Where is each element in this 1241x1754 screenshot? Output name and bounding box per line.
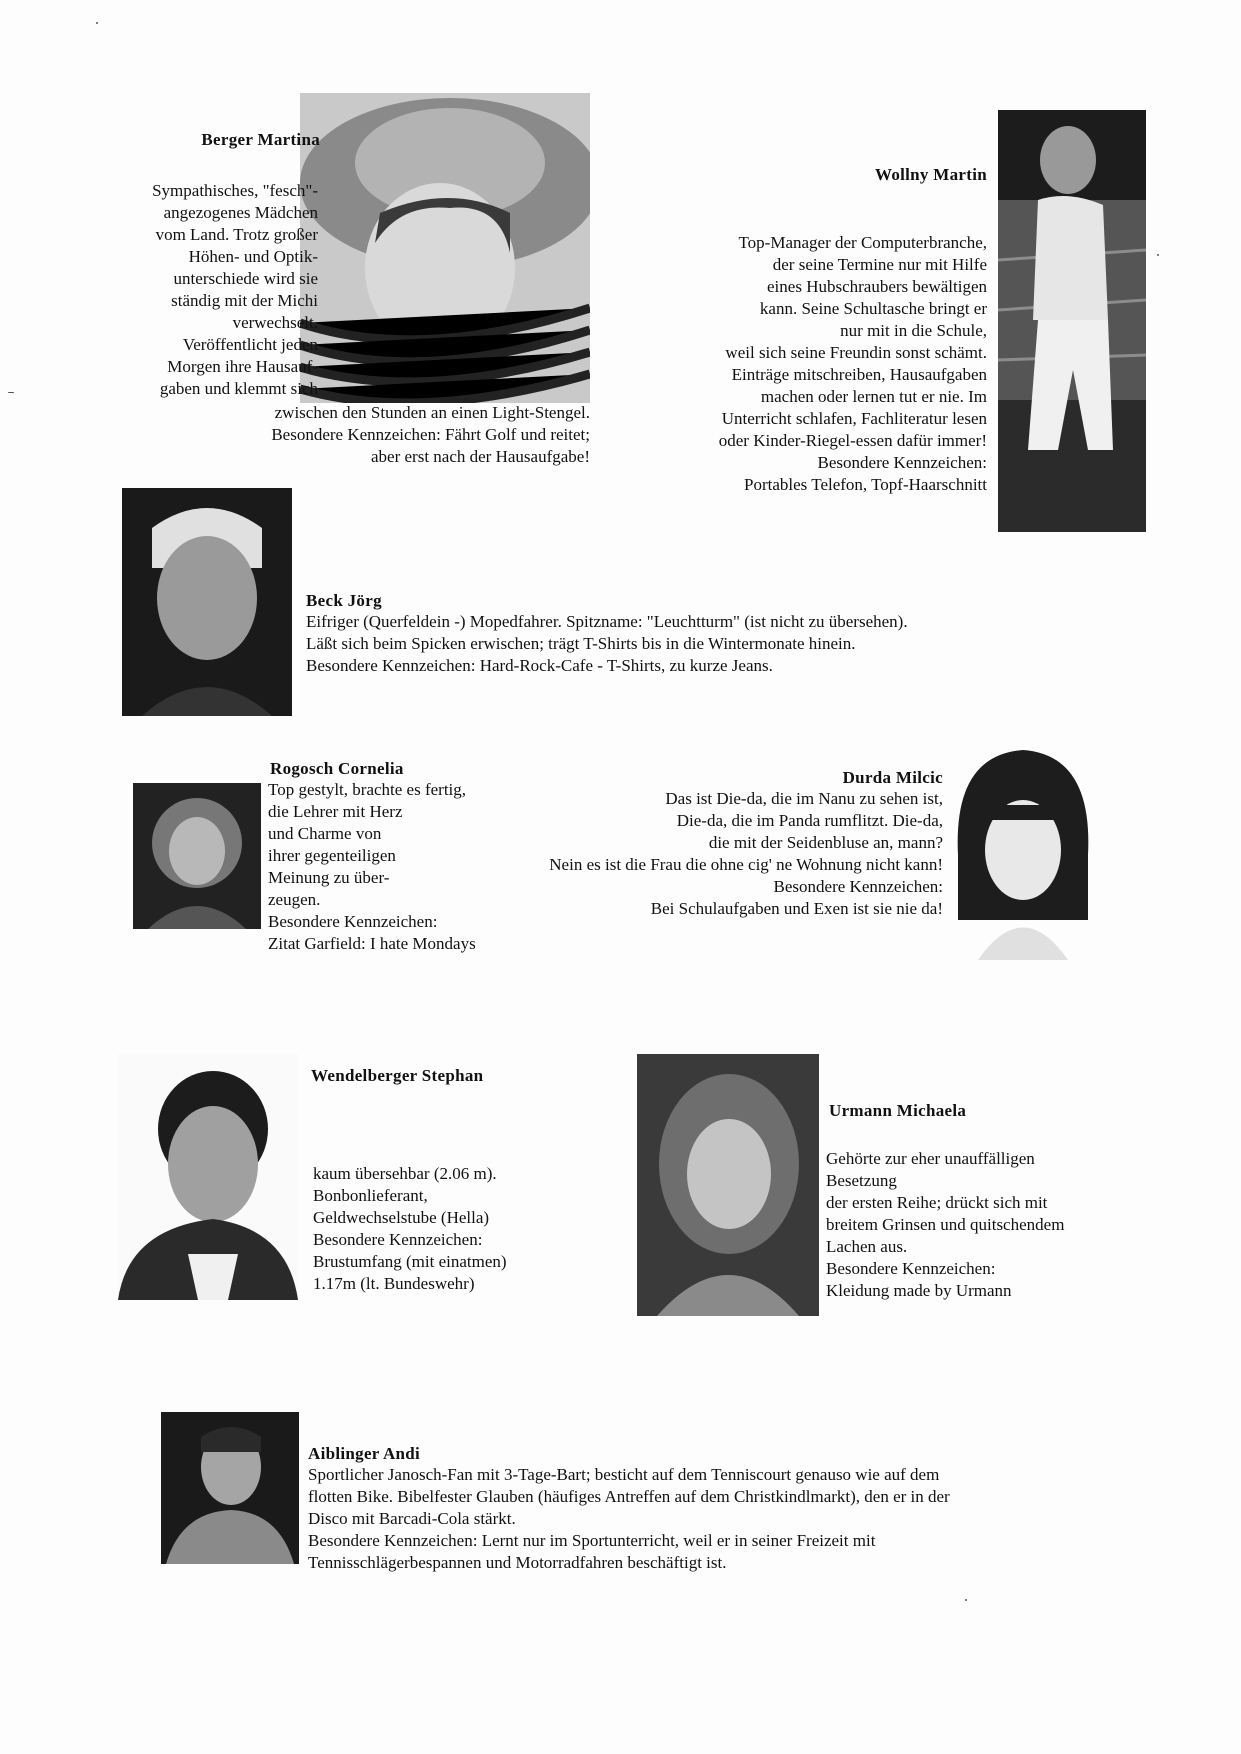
scan-speck (96, 22, 98, 24)
text-line: Besondere Kennzeichen: (817, 453, 987, 472)
profile-text-wollny (600, 232, 987, 496)
profile-text-berger-upper (100, 180, 318, 400)
profile-name: Beck Jörg (306, 591, 382, 610)
text-line: Läßt sich beim Spicken erwischen; trägt T-Shirts bis in die Wintermonate hinein. (306, 634, 856, 653)
text-line: Portables Telefon, Topf-Haarschnitt (744, 475, 987, 494)
text-line: angezogenes Mädchen (163, 203, 318, 222)
profile-name: Berger Martina (201, 130, 320, 149)
text-line: Besondere Kennzeichen: Lernt nur im Sportunterricht, weil er in seiner Freizeit mit (308, 1531, 876, 1550)
text-line: eines Hubschraubers bewältigen (767, 277, 987, 296)
text-line: Disco mit Barcadi-Cola stärkt. (308, 1509, 516, 1528)
text-line: Die-da, die im Panda rumflitzt. Die-da, (676, 811, 943, 830)
text-line: Unterricht schlafen, Fachliteratur lesen (721, 409, 987, 428)
text-line: Lachen aus. (826, 1237, 908, 1256)
scan-speck (965, 1599, 967, 1601)
text-line: Bei Schulaufgaben und Exen ist sie nie da! (650, 899, 943, 918)
text-line: Kleidung made by Urmann (826, 1281, 1012, 1300)
text-line: Tennisschlägerbespannen und Motorradfahren beschäftigt ist. (308, 1553, 727, 1572)
text-line: Besondere Kennzeichen: (773, 877, 943, 896)
text-line: nur mit in die Schule, (840, 321, 987, 340)
profile-text-urmann (826, 1148, 1126, 1302)
profile-beck-joerg (306, 591, 1066, 677)
profile-name: Aiblinger Andi (308, 1444, 421, 1463)
text-line: Brustumfang (mit einatmen) (313, 1252, 507, 1271)
profile-durda-milcic (440, 768, 943, 920)
text-line: die Lehrer mit Herz (268, 802, 403, 821)
text-line: Sportlicher Janosch-Fan mit 3-Tage-Bart; besticht auf dem Tenniscourt genauso wie auf dem (308, 1465, 940, 1484)
profile-wendelberger-stephan (311, 1066, 611, 1086)
profile-urmann-michaela (829, 1101, 1129, 1121)
photo-wendelberger-stephan (118, 1054, 298, 1300)
profile-name: Wollny Martin (874, 165, 987, 184)
photo-berger-martina (300, 93, 590, 403)
profile-aiblinger-andi (308, 1444, 1108, 1574)
photo-rogosch-cornelia (133, 783, 261, 929)
text-line: verwechselt. (232, 313, 318, 332)
text-line: Top-Manager der Computerbranche, (738, 233, 987, 252)
text-line: der ersten Reihe; drückt sich mit (826, 1193, 1048, 1212)
text-line: machen oder lernen tut er nie. Im (760, 387, 987, 406)
text-line: Meinung zu über- (268, 868, 390, 887)
text-line: flotten Bike. Bibelfester Glauben (häufiges Antreffen auf dem Christkindlmarkt), den er in der (308, 1487, 950, 1506)
scan-speck (1157, 254, 1159, 256)
text-line: zwischen den Stunden an einen Light-Stengel. (274, 403, 590, 422)
text-line: Besondere Kennzeichen: Hard-Rock-Cafe - T-Shirts, zu kurze Jeans. (306, 656, 773, 675)
text-line: oder Kinder-Riegel-essen dafür immer! (718, 431, 987, 450)
text-line: Geldwechselstube (Hella) (313, 1208, 490, 1227)
text-line: Zitat Garfield: I hate Mondays (268, 934, 476, 953)
text-line: kaum übersehbar (2.06 m). (313, 1164, 497, 1183)
text-line: unterschiede wird sie (173, 269, 318, 288)
text-line: kann. Seine Schultasche bringt er (759, 299, 987, 318)
text-line: gaben und klemmt sich (159, 379, 318, 398)
text-line: Einträge mitschreiben, Hausaufgaben (731, 365, 987, 384)
text-line: Besetzung (826, 1171, 897, 1190)
text-line: Sympathisches, "fesch"- (152, 181, 318, 200)
photo-aiblinger-andi (161, 1412, 299, 1564)
text-line: der seine Termine nur mit Hilfe (772, 255, 987, 274)
text-line: weil sich seine Freundin sonst schämt. (725, 343, 987, 362)
profile-text-berger-lower (150, 402, 590, 468)
photo-wollny-martin (998, 110, 1146, 532)
text-line: zeugen. (268, 890, 321, 909)
text-line: breitem Grinsen und quitschendem (826, 1215, 1065, 1234)
text-line: Besondere Kennzeichen: (268, 912, 438, 931)
profile-text-wendelberger (313, 1163, 573, 1295)
text-line: Nein es ist die Frau die ohne cig' ne Wohnung nicht kann! (549, 855, 943, 874)
text-line: Das ist Die-da, die im Nanu zu sehen ist, (665, 789, 943, 808)
profile-berger-martina (105, 130, 320, 150)
text-line: ständig mit der Michi (171, 291, 318, 310)
text-line: vom Land. Trotz großer (155, 225, 318, 244)
text-line: und Charme von (268, 824, 382, 843)
photo-urmann-michaela (637, 1054, 819, 1316)
profile-name: Rogosch Cornelia (270, 759, 404, 778)
scan-speck (8, 392, 14, 393)
text-line: Gehörte zur eher unauffälligen (826, 1149, 1035, 1168)
photo-durda-milcic (953, 745, 1093, 960)
text-line: Top gestylt, brachte es fertig, (268, 780, 467, 799)
text-line: ihrer gegenteiligen (268, 846, 396, 865)
text-line: die mit der Seidenbluse an, mann? (708, 833, 943, 852)
text-line: Besondere Kennzeichen: (826, 1259, 996, 1278)
text-line: Eifriger (Querfeldein -) Mopedfahrer. Spitzname: "Leuchtturm" (ist nicht zu übersehen). (306, 612, 908, 631)
text-line: Besondere Kennzeichen: Fährt Golf und reitet; (271, 425, 590, 444)
text-line: Besondere Kennzeichen: (313, 1230, 483, 1249)
text-line: Bonbonlieferant, (313, 1186, 428, 1205)
text-line: 1.17m (lt. Bundeswehr) (313, 1274, 475, 1293)
profile-name: Durda Milcic (842, 768, 943, 787)
profile-name: Urmann Michaela (829, 1101, 967, 1120)
text-line: Morgen ihre Hausauf- (167, 357, 318, 376)
photo-beck-joerg (122, 488, 292, 716)
profile-wollny-martin (780, 165, 987, 185)
text-line: Höhen- und Optik- (188, 247, 318, 266)
profile-name: Wendelberger Stephan (311, 1066, 484, 1085)
text-line: aber erst nach der Hausaufgabe! (371, 447, 590, 466)
text-line: Veröffentlicht jeden (182, 335, 318, 354)
